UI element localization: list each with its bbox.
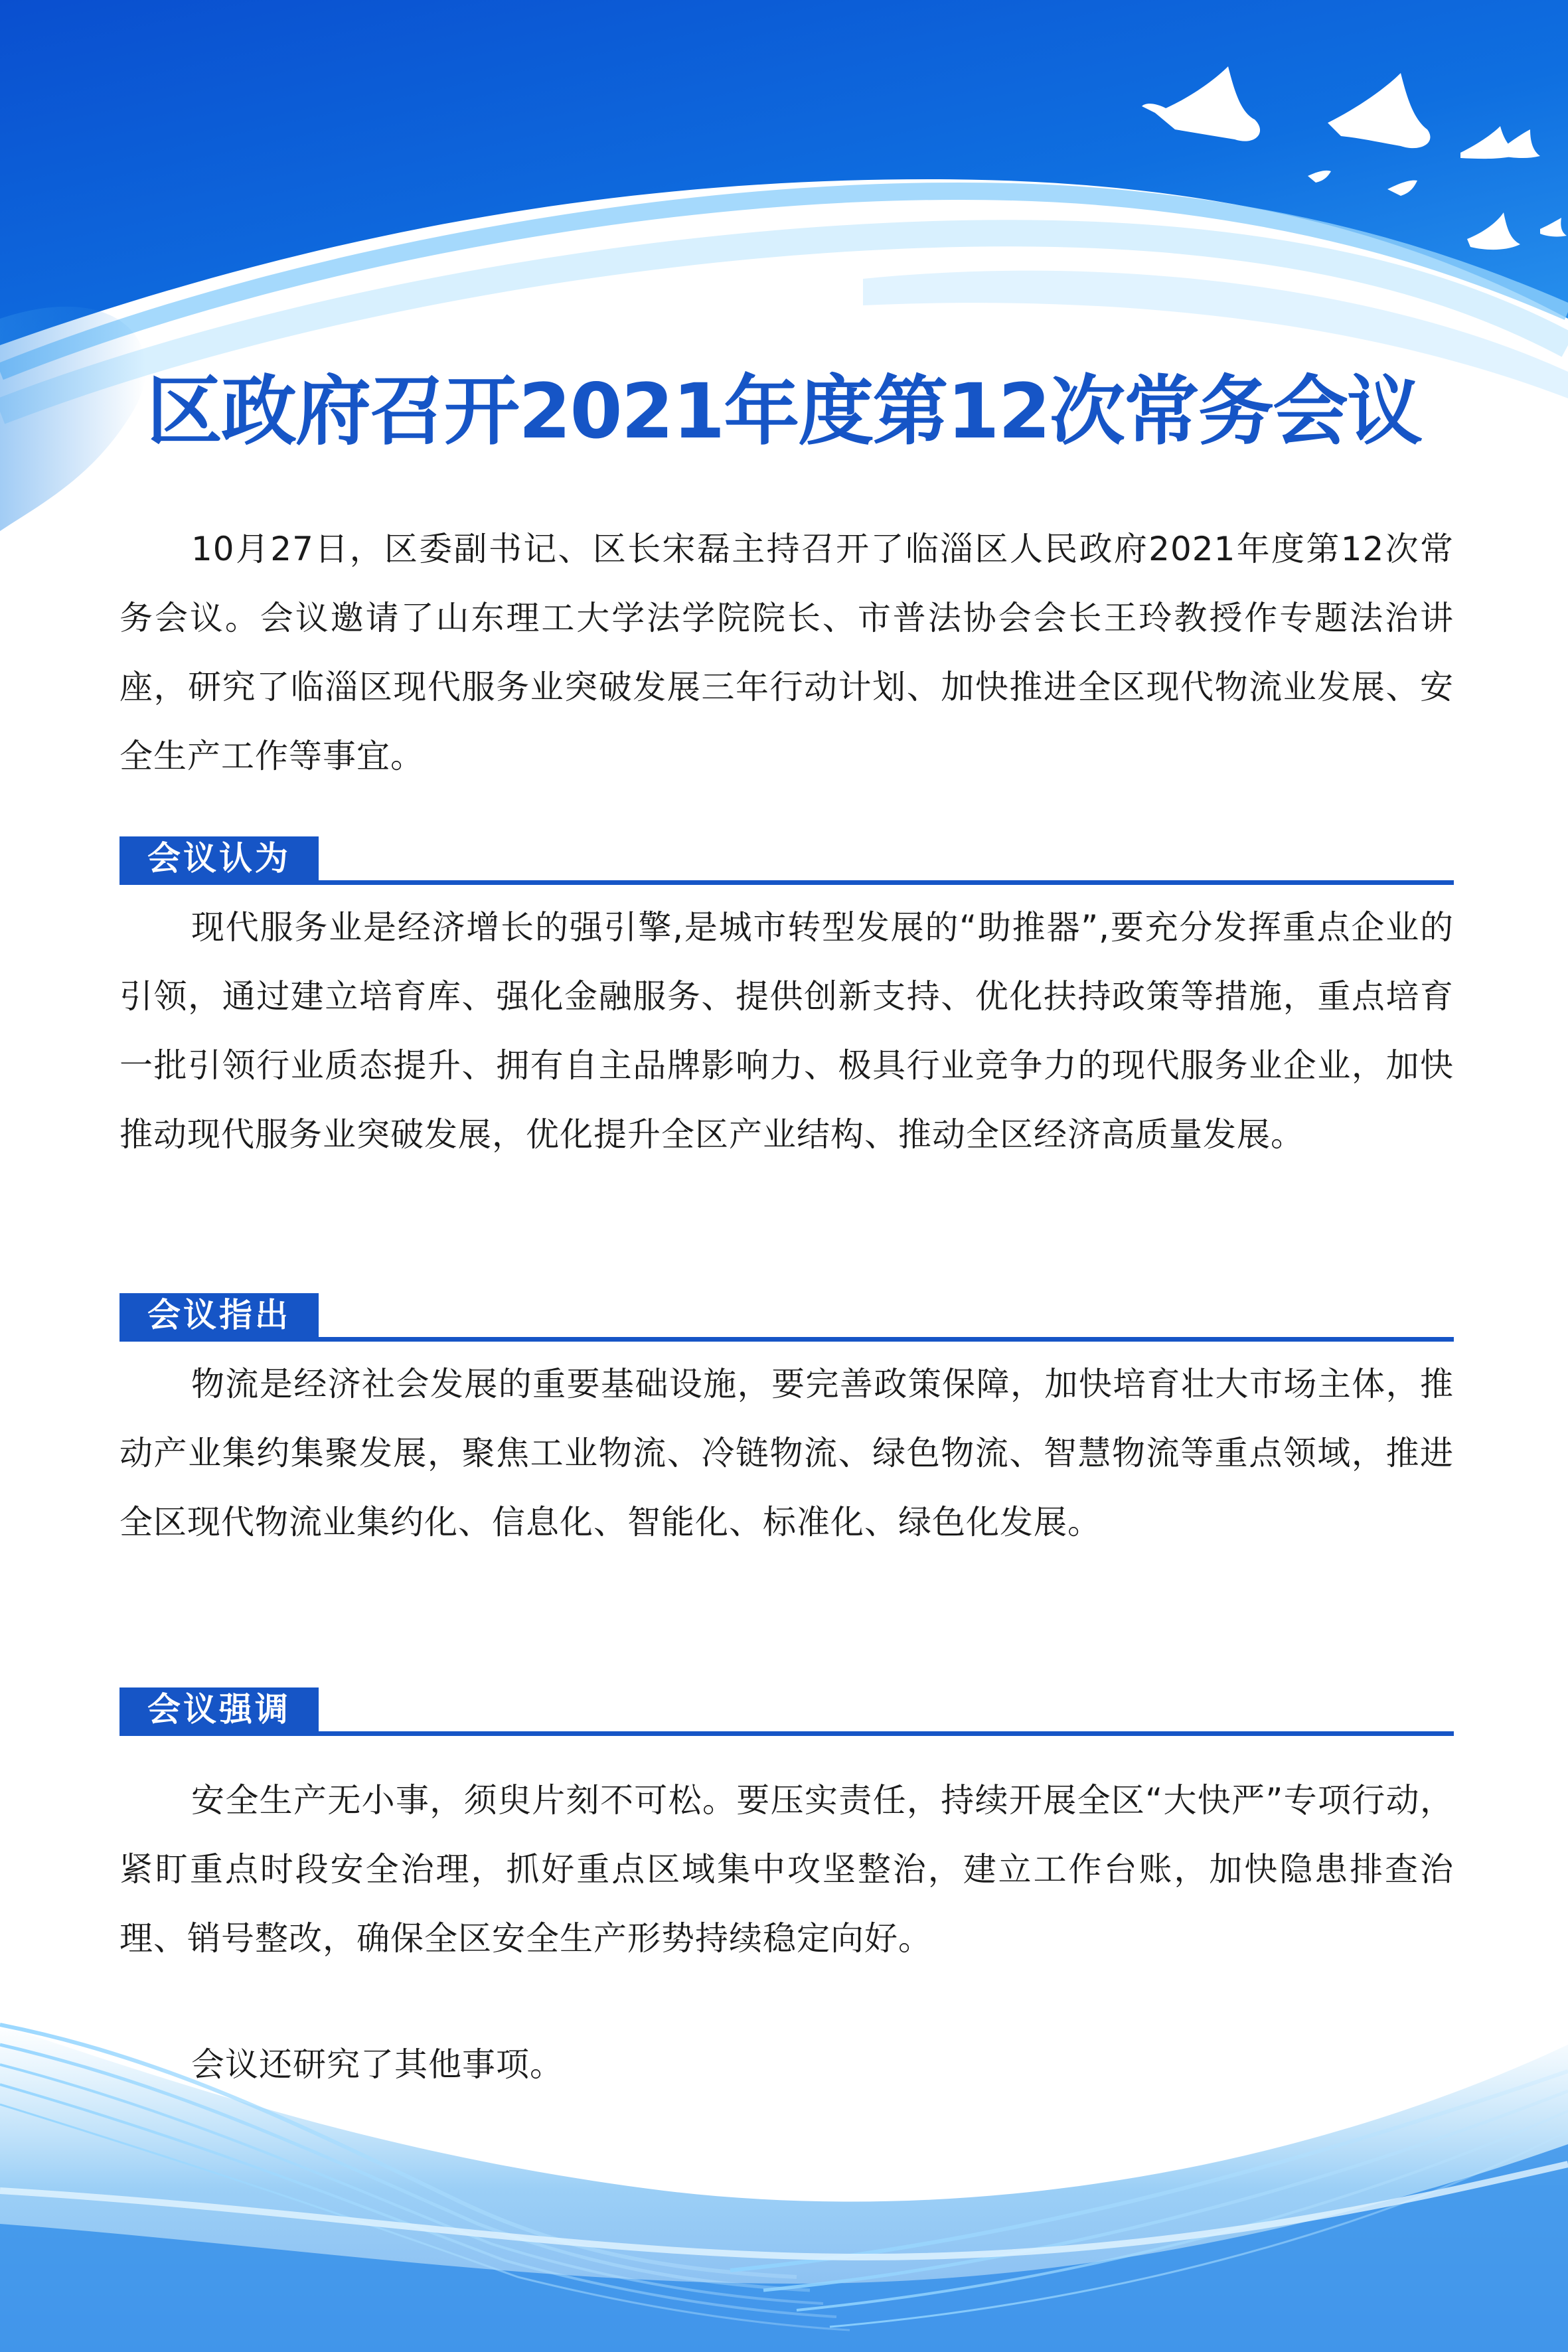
section-body-1: 现代服务业是经济增长的强引擎,是城市转型发展的“助推器”,要充分发挥重点企业的引领，通过建立培育库、强化金融服务、提供创新支持、优化扶持政策等措施，重点培育一批引领行业质态提升、拥有自主品牌影响力、极具行业竞争力的现代服务业企业，加快推动现代服务业突破发展，优化提升全区产业结构、推动全区经济高质量发展。 (119, 908, 1454, 1154)
section-heading-2 (119, 1293, 1454, 1342)
section-divider (119, 1337, 1454, 1342)
section-body-2: 物流是经济社会发展的重要基础设施，要完善政策保障，加快培育壮大市场主体，推动产业集约集聚发展，聚焦工业物流、冷链物流、绿色物流、智慧物流等重点领域，推进全区现代物流业集约化、信息化、智能化、标准化、绿色化发展。 (119, 1365, 1454, 1541)
page-title: 区政府召开2021年度第12次常务会议 (147, 367, 1421, 455)
section-body-3: 安全生产无小事，须臾片刻不可松。要压实责任，持续开展全区“大快严”专项行动，紧盯重点时段安全治理，抓好重点区域集中攻坚整治，建立工作台账，加快隐患排查治理、销号整改，确保全区安全生产形势持续稳定向好。 (119, 1781, 1454, 1958)
intro-paragraph: 10月27日，区委副书记、区长宋磊主持召开了临淄区人民政府2021年度第12次常务会议。会议邀请了山东理工大学法学院院长、市普法协会会长王玲教授作专题法治讲座，研究了临淄区现代服务业突破发展三年行动计划、加快推进全区现代物流业发展、安全生产工作等事宜。 (119, 530, 1454, 775)
section-divider (119, 880, 1454, 885)
section-label: 会议强调 (119, 1687, 319, 1731)
section-label: 会议认为 (119, 836, 319, 880)
section-heading-3 (119, 1687, 1454, 1737)
closing-paragraph: 会议还研究了其他事项。 (191, 2045, 564, 2084)
section-heading-1 (119, 836, 1454, 886)
section-label: 会议指出 (119, 1293, 319, 1337)
section-divider (119, 1731, 1454, 1736)
